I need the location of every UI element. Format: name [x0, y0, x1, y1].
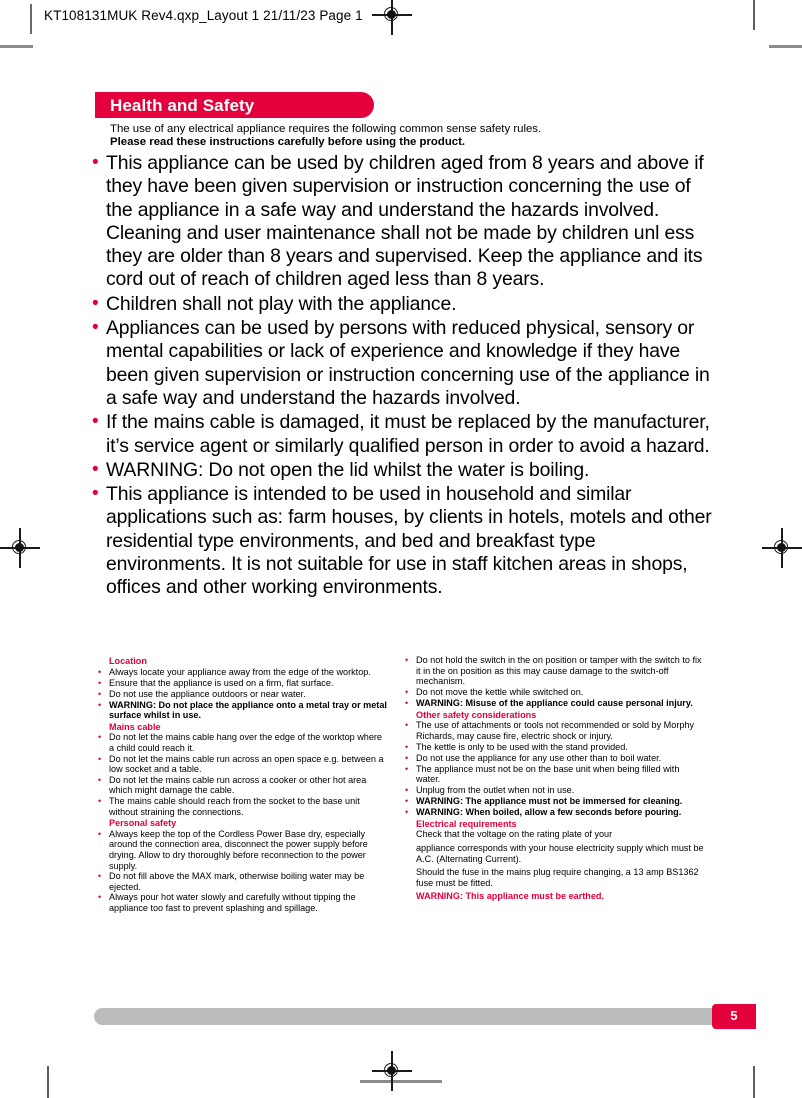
section-title-banner — [95, 92, 374, 118]
bullet-icon: • — [405, 655, 409, 665]
page-number: 5 — [730, 1008, 738, 1023]
bullet-icon: • — [98, 699, 102, 710]
bullet-icon: • — [405, 752, 409, 763]
bullet-icon: • — [405, 795, 409, 806]
fine-print-paragraph: appliance corresponds with your house electricity supply which must be A.C. (Alternating Current). — [416, 842, 704, 864]
fine-print-bullet-text: Do not hold the switch in the on position or tamper with the switch to fix it in the on position as this may cause damage to the switch-off mechanism. — [416, 655, 702, 687]
crop-mark-bottom-left — [47, 1066, 49, 1098]
fine-print-bullet-text: The mains cable should reach from the socket to the base unit without straining the connections. — [109, 795, 360, 817]
safety-bullet-text: Appliances can be used by persons with reduced physical, sensory or mental capabilities or lack of experience and knowledge if they have been given supervision or instruction concerning use of the appliance in a safe way and understand the hazards involved. — [106, 317, 710, 409]
fine-print-bullet-item — [405, 720, 705, 741]
bullet-icon: • — [405, 806, 409, 817]
bullet-icon: • — [98, 871, 102, 882]
fine-print-bullet-item — [98, 796, 388, 817]
intro-line-2: Please read these instructions carefully before using the product. — [110, 136, 466, 149]
fine-print-bullet-item — [98, 892, 388, 913]
crop-mark-right-upper — [769, 45, 802, 48]
fine-print-subheading: Mains cable — [109, 721, 161, 732]
fine-print-bullet-text: Always locate your appliance away from the edge of the worktop. — [109, 666, 371, 677]
registration-mark-top — [381, 4, 403, 26]
fine-print-warning: WARNING: This appliance must be earthed. — [416, 891, 604, 902]
bullet-icon: • — [98, 732, 102, 743]
fine-print-bullet-item — [405, 807, 705, 818]
fine-print-paragraph: Check that the voltage on the rating plate of your — [416, 829, 613, 840]
safety-bullet-item — [92, 293, 720, 316]
safety-bullet-item — [92, 152, 720, 292]
safety-bullet-item — [92, 317, 720, 410]
fine-print-bullet-text: Do not use the appliance for any use other than to boil water. — [416, 752, 662, 763]
bullet-icon: • — [98, 753, 102, 764]
safety-bullet-item — [92, 411, 720, 458]
fine-print-bullet-text: WARNING: Do not place the appliance onto a metal tray or metal surface whilst in use. — [109, 699, 387, 721]
fine-print-left-column — [98, 655, 388, 913]
bullet-icon: • — [405, 784, 409, 795]
fine-print-bullet-text: The use of attachments or tools not recommended or sold by Morphy Richards, may cause fire, electric shock or injury. — [416, 720, 695, 741]
bullet-icon: • — [405, 741, 409, 752]
bullet-icon: • — [405, 697, 409, 708]
intro-text — [110, 123, 720, 150]
fine-print-bullet-text: Do not let the mains cable hang over the edge of the worktop where a child could reach it. — [109, 732, 382, 753]
bullet-icon: • — [98, 688, 102, 699]
fine-print-bullet-item — [405, 785, 705, 796]
registration-mark-right — [771, 537, 793, 559]
fine-print-bullet-item — [98, 667, 388, 678]
safety-bullet-text: WARNING: Do not open the lid whilst the water is boiling. — [106, 458, 590, 481]
bullet-icon: • — [92, 292, 99, 314]
bullet-icon: • — [98, 666, 102, 677]
crop-mark-bottom-right — [753, 1066, 755, 1098]
fine-print-bullet-text: Do not fill above the MAX mark, otherwise boiling water may be ejected. — [109, 871, 365, 892]
bullet-icon: • — [92, 152, 99, 173]
fine-print-bullet-item — [405, 796, 705, 807]
page-number-badge — [712, 1004, 756, 1029]
registration-mark-bottom — [381, 1060, 403, 1082]
bullet-icon: • — [405, 720, 409, 731]
fine-print-bullet-item — [98, 754, 388, 775]
crop-mark-top-right — [753, 0, 755, 30]
bullet-icon: • — [98, 774, 102, 785]
safety-bullet-text: This appliance is intended to be used in household and similar applications such as: farm houses, by clients in hotels, motels and other residential type environments, and bed and breakfast type environments. It is not suitable for use in staff kitchen areas in shops, offices and other working environments. — [106, 483, 712, 599]
fine-print-bullet-item — [405, 687, 705, 698]
fine-print-bullet-item — [98, 678, 388, 689]
safety-bullet-item — [92, 483, 720, 599]
fine-print-paragraph: Should the fuse in the mains plug require changing, a 13 amp BS1362 fuse must be fitted. — [416, 867, 699, 888]
fine-print-bullet-item — [405, 742, 705, 753]
safety-bullet-list — [92, 152, 720, 601]
fine-print-bullet-item — [98, 689, 388, 700]
fine-print-bullet-text: Do not use the appliance outdoors or near water. — [109, 688, 306, 699]
fine-print-bullet-text: WARNING: Misuse of the appliance could cause personal injury. — [416, 697, 693, 708]
fine-print-bullet-item — [98, 732, 388, 753]
crop-mark-left-upper — [0, 45, 33, 48]
bullet-icon: • — [98, 677, 102, 688]
bullet-icon: • — [92, 411, 99, 433]
fine-print-subheading: Personal safety — [109, 818, 177, 829]
bullet-icon: • — [98, 795, 102, 806]
fine-print-bullet-item — [98, 871, 388, 892]
bullet-icon: • — [98, 892, 102, 903]
bullet-icon: • — [92, 317, 99, 339]
page-title: Health and Safety — [110, 96, 255, 115]
fine-print-bullet-item — [98, 829, 388, 871]
intro-line-1: The use of any electrical appliance requires the following common sense safety rules. — [110, 123, 542, 135]
document-slug: KT108131MUK Rev4.qxp_Layout 1 21/11/23 Page 1 — [44, 8, 363, 23]
fine-print-bullet-text: WARNING: When boiled, allow a few seconds before pouring. — [416, 806, 682, 817]
footer-bar — [94, 1008, 734, 1025]
fine-print-bullet-text: Always keep the top of the Cordless Power Base dry, especially around the connection area, disconnect the power supply before drying. Allow to dry thoroughly before reconnection to the power supply. — [109, 828, 368, 871]
bullet-icon: • — [92, 483, 99, 505]
fine-print-bullet-text: Do not move the kettle while switched on. — [416, 686, 584, 697]
safety-bullet-text: Children shall not play with the appliance. — [106, 292, 457, 315]
bullet-icon: • — [405, 763, 409, 774]
fine-print-bullet-text: Do not let the mains cable run across an open space e.g. between a low socket and a table. — [109, 753, 384, 775]
fine-print-bullet-text: The appliance must not be on the base unit when being filled with water. — [416, 763, 680, 785]
safety-bullet-text: This appliance can be used by children aged from 8 years and above if they have been given supervision or instruction concerning the use of the appliance in a safe way and understand the hazards involved. Cleaning and user maintenance shall not be made by children unl ess they are older than 8 years and supervised. Keep the appliance and its cord out of reach of children aged less than 8 years. — [106, 152, 704, 291]
fine-print-subheading: Electrical requirements — [416, 818, 517, 829]
registration-mark-left — [9, 537, 31, 559]
fine-print-bullet-text: Ensure that the appliance is used on a firm, flat surface. — [109, 677, 334, 688]
fine-print-bullet-item — [98, 775, 388, 796]
fine-print-bullet-item — [405, 698, 705, 709]
bullet-icon: • — [92, 458, 99, 480]
fine-print-subheading: Other safety considerations — [416, 709, 537, 720]
fine-print-bullet-item — [405, 764, 705, 785]
fine-print-bullet-text: Always pour hot water slowly and carefully without tipping the appliance too fast to prevent splashing and spillage. — [109, 892, 356, 913]
fine-print-bullet-item — [98, 700, 388, 721]
bullet-icon: • — [98, 828, 102, 839]
slug-rule — [30, 4, 32, 34]
fine-print-bullet-text: Unplug from the outlet when not in use. — [416, 784, 575, 795]
bullet-icon: • — [405, 686, 409, 697]
fine-print-bullet-item — [405, 655, 705, 687]
fine-print-bullet-text: WARNING: The appliance must not be immersed for cleaning. — [416, 795, 683, 806]
fine-print-right-column — [405, 655, 705, 902]
fine-print-bullet-text: Do not let the mains cable run across a cooker or other hot area which might damage the cable. — [109, 774, 367, 796]
fine-print-bullet-text: The kettle is only to be used with the stand provided. — [416, 741, 628, 752]
safety-bullet-item — [92, 459, 720, 482]
safety-bullet-text: If the mains cable is damaged, it must be replaced by the manufacturer, it’s service agent or similarly qualified person in order to avoid a hazard. — [106, 411, 710, 457]
fine-print-subheading: Location — [109, 656, 147, 666]
fine-print-bullet-item — [405, 753, 705, 764]
